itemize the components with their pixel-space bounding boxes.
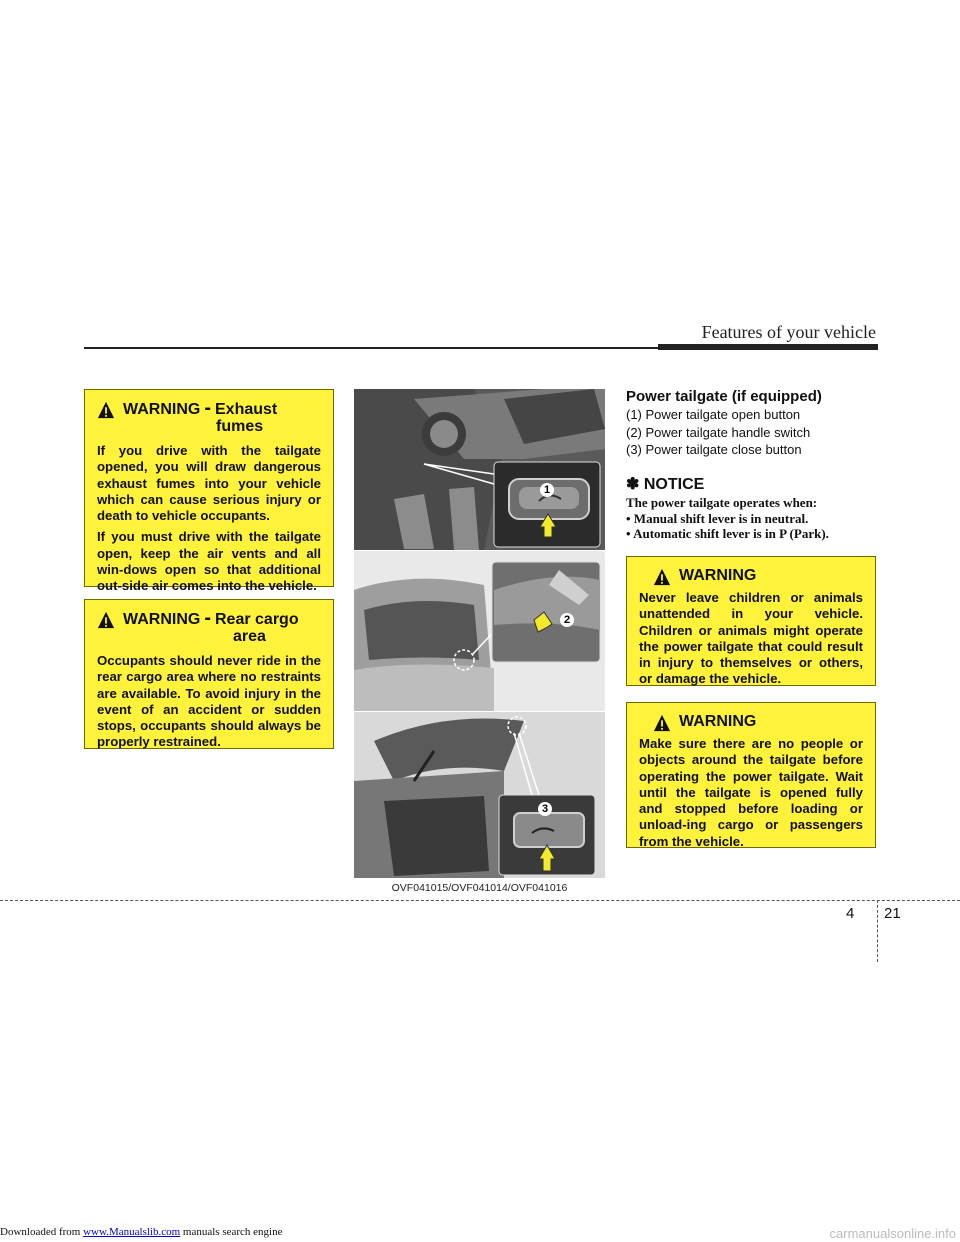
dashboard-illustration: [354, 389, 605, 550]
figure-handle-switch: [354, 550, 605, 711]
warning-triangle-icon: [97, 611, 115, 629]
warning-title: WARNING: [679, 567, 757, 584]
warning-exhaust-fumes: [84, 389, 334, 594]
callout-3: 3: [538, 802, 552, 816]
warning-dash: -: [204, 397, 211, 419]
figure-divider: [354, 550, 605, 551]
callout-1: 1: [540, 483, 554, 497]
tailgate-rear-illustration: [354, 550, 605, 711]
warning-paragraph: If you must drive with the tailgate open, keep the air vents and all win-dows open so that additional out-side air comes into the vehicle.: [97, 529, 321, 594]
notice-title: NOTICE: [643, 476, 705, 493]
warning-label: WARNING: [123, 401, 201, 418]
page-section-number: 4: [846, 905, 855, 922]
warning-topic-line2: fumes: [216, 418, 264, 435]
manualslib-link[interactable]: www.Manualslib.com: [83, 1226, 181, 1238]
warning-triangle-icon: [97, 401, 115, 419]
warning-body: [97, 653, 321, 751]
notice-body: [626, 495, 829, 542]
callout-2: 2: [560, 613, 574, 627]
figure-open-button: [354, 389, 605, 550]
warning-rear-cargo: [84, 599, 334, 749]
figure-close-button: [354, 711, 605, 878]
figure-caption: OVF041015/OVF041014/OVF041016: [391, 882, 568, 894]
warning-children-animals: [626, 556, 876, 686]
warning-topic-line2: area: [233, 628, 266, 645]
download-prefix: Downloaded from: [0, 1226, 84, 1238]
warning-paragraph: If you drive with the tailgate opened, you will draw dangerous exhaust fumes into your vehicle which can cause serious injury or death to vehicle occupants.: [97, 443, 321, 524]
download-suffix: manuals search engine: [180, 1226, 283, 1238]
footer-vertical-rule: [877, 900, 878, 962]
warning-topic: Exhaust: [215, 401, 278, 418]
notice-bullet: • Automatic shift lever is in P (Park).: [626, 526, 829, 541]
warning-paragraph: Make sure there are no people or objects around the tailgate before operating the power tailgate. Wait until the tailgate is opened fully and stopped before loading or unload-ing cargo or passengers from the vehicle.: [639, 736, 863, 849]
page-number: 21: [884, 905, 901, 922]
warning-header: [97, 397, 321, 435]
warning-header: [653, 713, 863, 732]
warning-body: [97, 443, 321, 595]
warning-header: [653, 567, 863, 586]
section-list: [626, 406, 810, 459]
warning-title: [123, 607, 299, 645]
warning-dash: -: [204, 607, 211, 629]
notice-symbol-icon: ✽: [626, 476, 640, 493]
warning-triangle-icon: [653, 568, 671, 586]
footer-rule: [0, 900, 960, 901]
notice-intro: The power tailgate operates when:: [626, 495, 818, 510]
warning-people-objects: [626, 702, 876, 848]
download-note: [0, 1226, 282, 1238]
warning-label: WARNING: [123, 611, 201, 628]
notice-heading: [626, 474, 704, 494]
list-item: (3) Power tailgate close button: [626, 442, 802, 457]
watermark: carmanualsonline.info: [829, 1226, 956, 1241]
warning-paragraph: Never leave children or animals unattended in your vehicle. Children or animals might operate the power tailgate that could result in injury to themselves or others, or damage the vehicle.: [639, 590, 863, 687]
warning-title: WARNING: [679, 713, 757, 730]
warning-body: [639, 736, 863, 850]
warning-title: [123, 397, 278, 435]
warning-triangle-icon: [653, 714, 671, 732]
notice-bullet: • Manual shift lever is in neutral.: [626, 510, 809, 526]
warning-topic: Rear cargo: [215, 611, 299, 628]
figure-divider: [354, 711, 605, 712]
open-tailgate-illustration: [354, 711, 605, 878]
section-title: Power tailgate (if equipped): [626, 388, 822, 405]
header-bar: [658, 344, 878, 350]
warning-body: [639, 590, 863, 688]
list-item: (1) Power tailgate open button: [626, 407, 801, 422]
warning-header: [97, 607, 321, 645]
warning-paragraph: Occupants should never ride in the rear cargo area where no restraints are available. To avoid injury in the event of an accident or sudden stops, occupants should always be properly restrained.: [97, 653, 321, 750]
page-header-title: Features of your vehicle: [701, 322, 876, 342]
list-item: (2) Power tailgate handle switch: [626, 424, 811, 440]
